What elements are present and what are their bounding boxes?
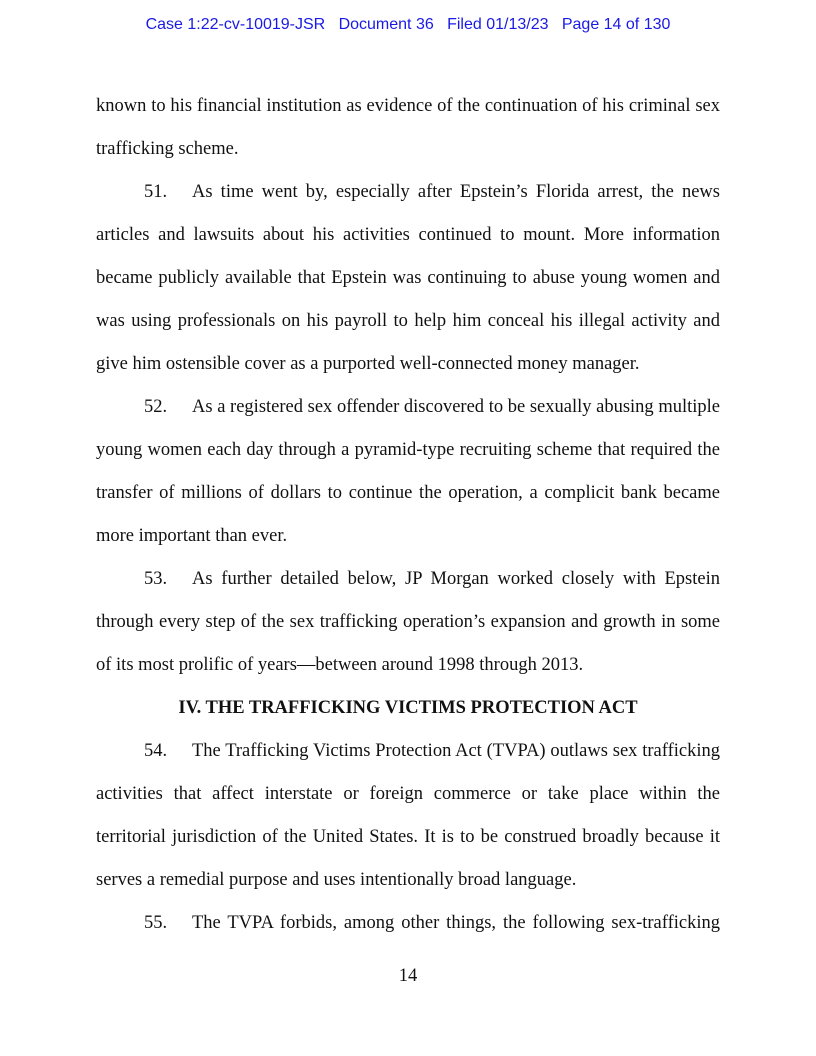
paragraph-54: 54. The Trafficking Victims Protection Act (TVPA) outlaws sex trafficking activities that affect interstate or foreign commerce or take place within the territorial jurisdiction of the United States. It is to be construed broadly because it serves a remedial purpose and uses intentionally broad language. <box>96 730 720 902</box>
case-number: Case 1:22-cv-10019-JSR <box>145 16 326 33</box>
document-number: Document 36 <box>338 16 434 33</box>
paragraph-51: 51. As time went by, especially after Epstein’s Florida arrest, the news articles and lawsuits about his activities continued to mount. More information became publicly available that Epstein was continuing to abuse young women and was using professionals on his payroll to help him conceal his illegal activity and give him ostensible cover as a purported well-connected money manager. <box>96 171 720 386</box>
page-number-footer: 14 <box>398 966 418 986</box>
document-body <box>96 85 720 945</box>
paragraph-number: 54. <box>144 741 168 761</box>
paragraph-55: 55. The TVPA forbids, among other things, the following sex-trafficking <box>96 902 720 945</box>
paragraph-number: 55. <box>144 913 168 933</box>
paragraph-number: 52. <box>144 397 168 417</box>
page-indicator: Page 14 of 130 <box>561 16 671 33</box>
paragraph-number: 51. <box>144 182 168 202</box>
section-heading: IV. THE TRAFFICKING VICTIMS PROTECTION ACT <box>178 698 638 718</box>
paragraph-52: 52. As a registered sex offender discovered to be sexually abusing multiple young women each day through a pyramid-type recruiting scheme that required the transfer of millions of dollars to continue the operation, a complicit bank became more important than ever. <box>96 386 720 558</box>
filed-date: Filed 01/13/23 <box>447 16 549 33</box>
paragraph-number: 53. <box>144 569 168 589</box>
paragraph-53: 53. As further detailed below, JP Morgan worked closely with Epstein through every step of the sex trafficking operation’s expansion and growth in some of its most prolific of years—between around 1998 through 2013. <box>96 558 720 687</box>
case-header <box>0 15 816 35</box>
paragraph-continued: known to his financial institution as evidence of the continuation of his criminal sex trafficking scheme. <box>96 96 720 159</box>
